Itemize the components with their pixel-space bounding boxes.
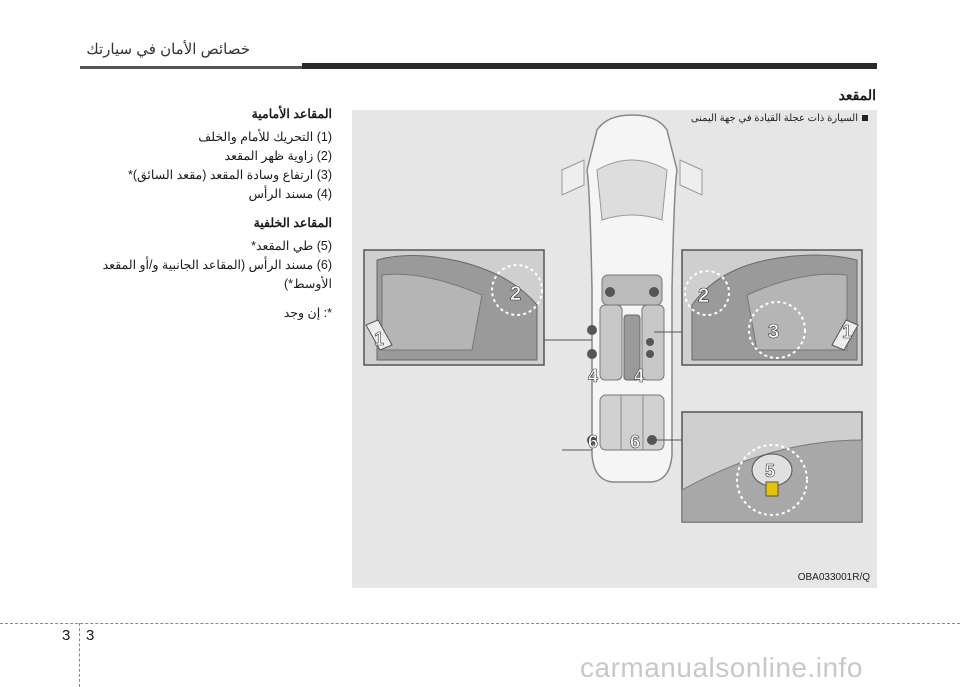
header-rule-thick bbox=[302, 63, 877, 69]
callout-4-left: 4 bbox=[588, 366, 599, 386]
callout-6-right: 6 bbox=[630, 432, 641, 452]
header-rule-thin bbox=[80, 66, 302, 69]
figure-caption-text: السيارة ذات عجلة القيادة في جهة اليمنى bbox=[690, 113, 858, 124]
footnote: *: إن وجد bbox=[283, 306, 332, 320]
rear-seat-item: (5) طي المقعد* bbox=[251, 239, 332, 253]
front-seat-item: (3) ارتفاع وسادة المقعد (مقعد السائق)* bbox=[127, 168, 332, 182]
callout-6-left: 6 bbox=[588, 432, 599, 452]
seat-illustration bbox=[352, 110, 877, 588]
footer-rule bbox=[0, 623, 960, 624]
rear-seats-heading: المقاعد الخلفية bbox=[253, 216, 332, 230]
front-seat-item: (4) مسند الرأس bbox=[248, 187, 332, 201]
car-top-view bbox=[562, 115, 702, 482]
callout-5: 5 bbox=[765, 461, 776, 481]
footer-divider bbox=[79, 623, 80, 687]
seat-figure bbox=[352, 110, 877, 588]
callout-2-left: 2 bbox=[510, 283, 522, 305]
chapter-title: خصائص الأمان في سيارتك bbox=[86, 41, 250, 58]
watermark: carmanualsonline.info bbox=[580, 652, 863, 683]
seat-component-list bbox=[72, 105, 332, 323]
front-seat-item: (2) زاوية ظهر المقعد bbox=[224, 149, 332, 163]
callout-3: 3 bbox=[768, 321, 780, 343]
callout-4-right: 4 bbox=[634, 366, 645, 386]
front-seat-item: (1) التحريك للأمام والخلف bbox=[198, 130, 332, 144]
page-number-left: 3 bbox=[62, 627, 71, 644]
inset-rear-fold bbox=[682, 412, 862, 522]
callout-1-left: 1 bbox=[374, 329, 385, 349]
section-title: المقعد bbox=[838, 87, 876, 103]
figure-caption bbox=[691, 113, 868, 124]
rear-seat-item: (6) مسند الرأس (المقاعد الجانبية و/أو المقعد bbox=[102, 258, 332, 272]
page-number-right: 3 bbox=[86, 627, 95, 644]
inset-front-right bbox=[682, 250, 862, 365]
callout-2-right: 2 bbox=[698, 285, 710, 307]
callout-1-right: 1 bbox=[842, 322, 853, 342]
inset-front-left bbox=[364, 250, 544, 365]
figure-code: OBA033001R/Q bbox=[797, 572, 870, 583]
bullet-square-icon bbox=[862, 115, 868, 121]
rear-seat-item: الأوسط*) bbox=[283, 277, 332, 291]
front-seats-heading: المقاعد الأمامية bbox=[251, 107, 332, 121]
